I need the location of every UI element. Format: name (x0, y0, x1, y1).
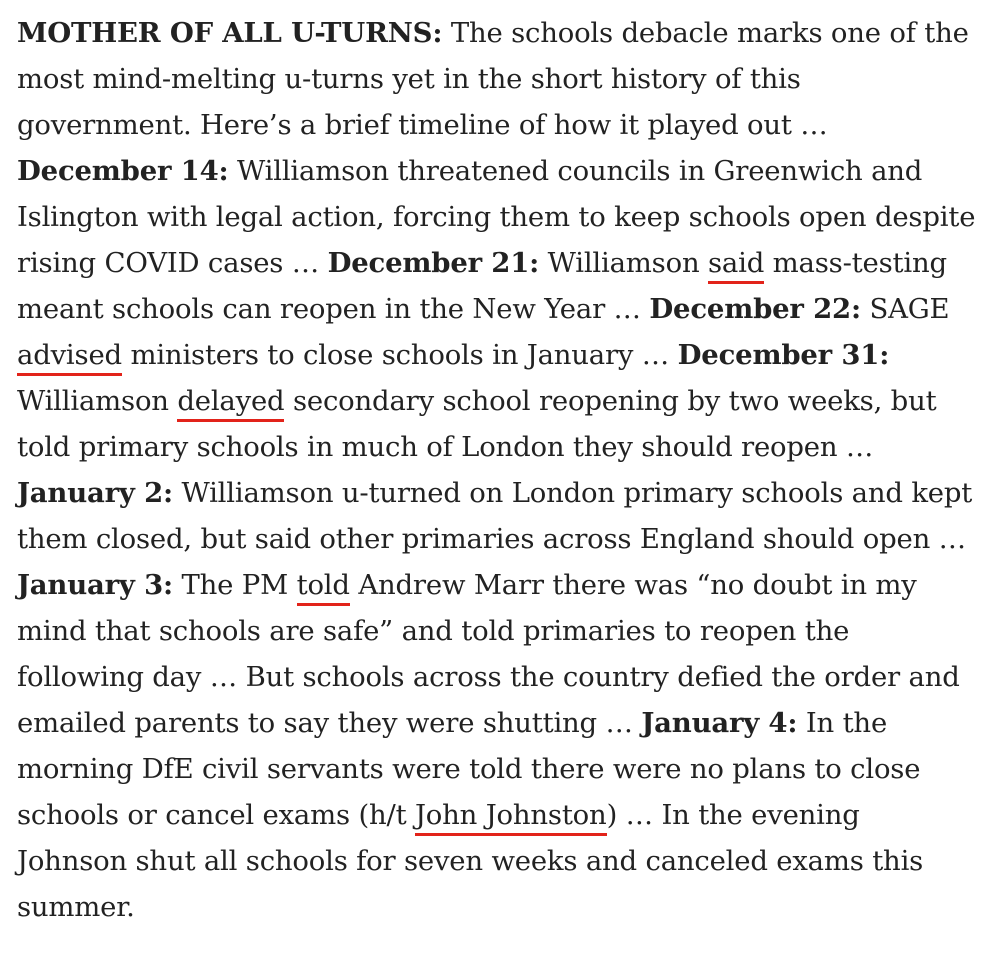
date-label-jan-3: January 3: (17, 569, 173, 601)
section-heading: MOTHER OF ALL U-TURNS: (17, 17, 443, 49)
article-body (17, 10, 977, 930)
link-advised[interactable]: advised (17, 339, 122, 376)
timeline-text-dec-31-post: secondary school reopening by two weeks, but told primary schools in much of London they should reopen … (17, 385, 937, 463)
date-label-jan-4: January 4: (641, 707, 798, 739)
timeline-text-dec-21-post: mass-testing meant schools can reopen in the New Year … (17, 247, 947, 325)
timeline-text-jan-2: Williamson u-turned on London primary schools and kept them closed, but said other primaries across England should open … (17, 477, 973, 555)
timeline-text-jan-3-post: Andrew Marr there was “no doubt in my mind that schools are safe” and told primaries to reopen the following day … But schools across the country defied the order and emailed parents to say they were shutting … (17, 569, 960, 739)
date-label-jan-2: January 2: (17, 477, 173, 509)
timeline-text-jan-4-pre: In the morning DfE civil servants were told there were no plans to close schools or cancel exams (h/t (17, 707, 921, 831)
timeline-text-dec-21-pre: Williamson (539, 247, 709, 279)
timeline-paragraph (17, 10, 977, 930)
date-label-dec-21: December 21: (327, 247, 540, 279)
date-label-dec-31: December 31: (677, 339, 890, 371)
link-said[interactable]: said (708, 247, 764, 284)
timeline-text-dec-22-post: ministers to close schools in January … (121, 339, 678, 371)
link-delayed[interactable]: delayed (177, 385, 284, 422)
date-label-dec-22: December 22: (649, 293, 861, 325)
link-told[interactable]: told (297, 569, 350, 606)
timeline-text-dec-22-pre: SAGE (860, 293, 950, 325)
intro-text: The schools debacle marks one of the most mind-melting u-turns yet in the short history of this government. Here’s a brief timeline of how it played out … (17, 17, 969, 141)
timeline-text-dec-14: Williamson threatened councils in Greenwich and Islington with legal action, forcing them to keep schools open despite rising COVID cases … (17, 155, 976, 279)
timeline-text-jan-3-pre: The PM (172, 569, 297, 601)
link-john-johnston[interactable]: John Johnston (415, 799, 607, 836)
date-label-dec-14: December 14: (17, 155, 229, 187)
timeline-text-dec-31-pre: Williamson (17, 385, 178, 417)
timeline-text-jan-4-post: ) … In the evening Johnson shut all schools for seven weeks and canceled exams this summer. (17, 799, 924, 923)
